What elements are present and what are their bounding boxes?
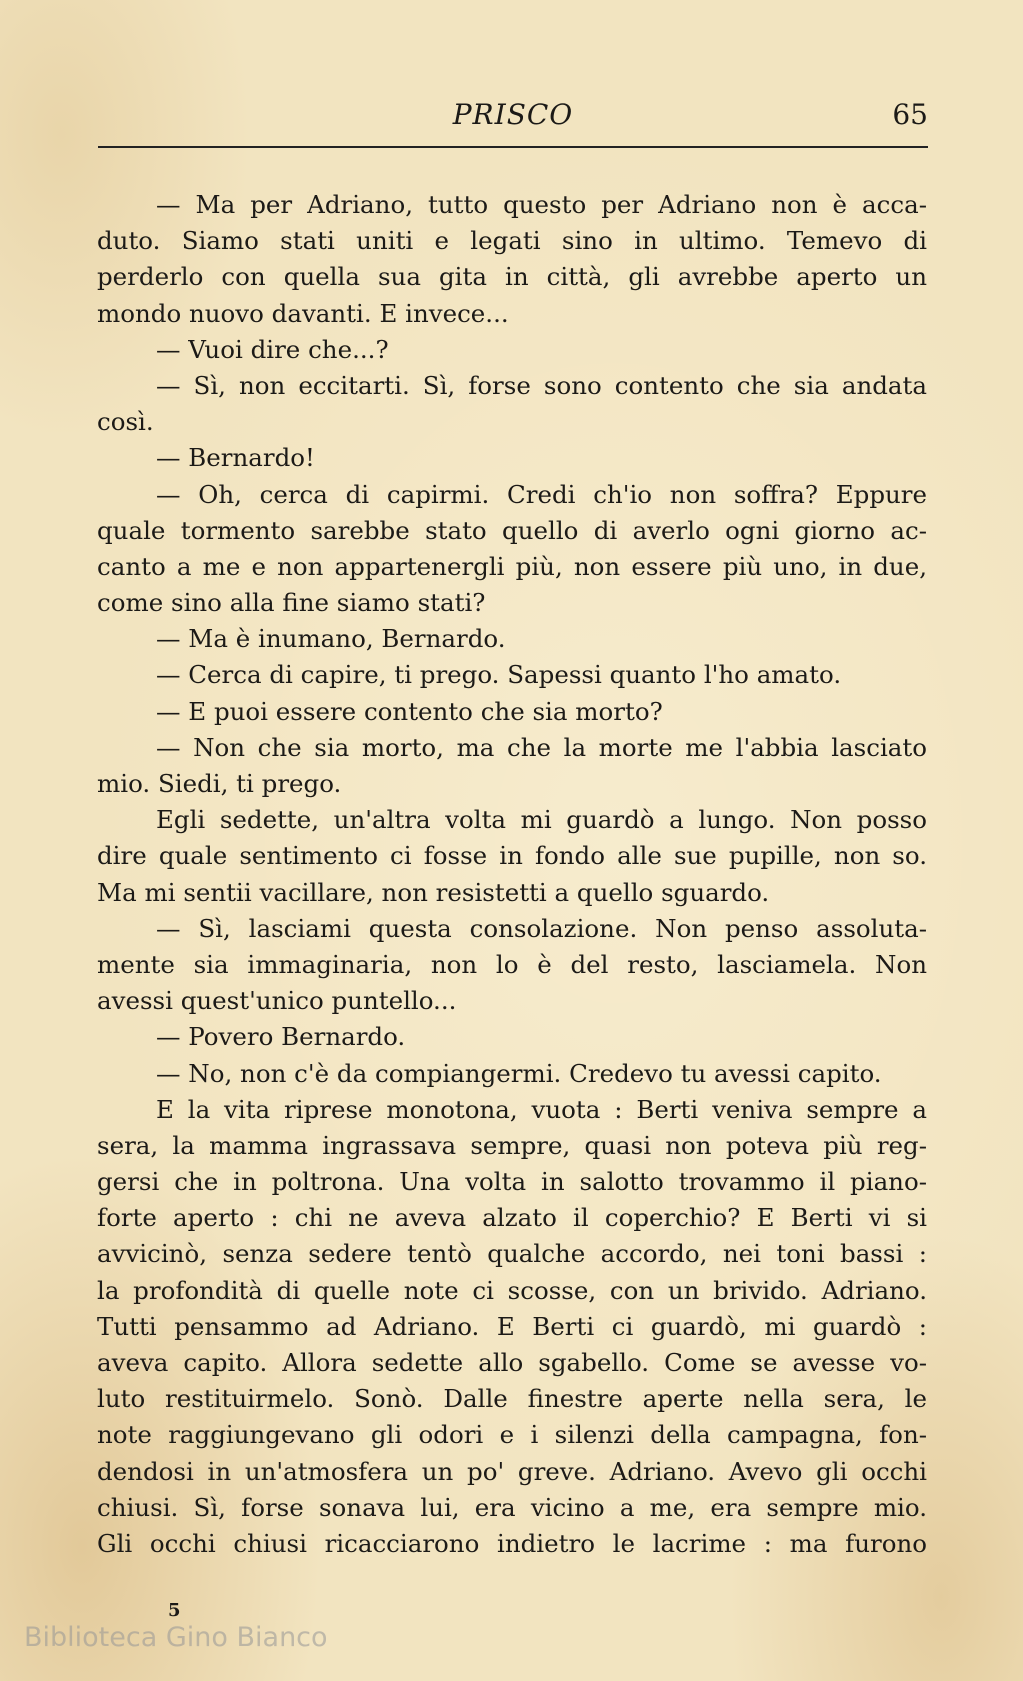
text-line: avvicinò, senza sedere tentò qualche accordo, nei toni bassi :	[97, 1239, 927, 1269]
text-line: duto. Siamo stati uniti e legati sino in ultimo. Temevo di	[97, 226, 927, 256]
text-line: — Cerca di capire, ti prego. Sapessi quanto l'ho amato.	[156, 660, 842, 690]
text-line: aveva capito. Allora sedette allo sgabello. Come se avesse vo-	[97, 1348, 927, 1377]
text-line: dendosi in un'atmosfera un po' greve. Adriano. Avevo gli occhi	[97, 1456, 927, 1486]
text-line: — Bernardo!	[156, 443, 315, 473]
text-line: — Non che sia morto, ma che la morte me l'abbia lasciato	[156, 732, 927, 762]
text-line: mio. Siedi, ti prego.	[97, 769, 342, 798]
text-line: Tutti pensammo ad Adriano. E Berti ci guardò, mi guardò :	[97, 1311, 927, 1341]
text-line: mondo nuovo davanti. E invece...	[97, 298, 509, 328]
text-line: la profondità di quelle note ci scosse, con un brivido. Adriano.	[97, 1275, 927, 1305]
text-line: Egli sedette, un'altra volta mi guardò a lungo. Non posso	[156, 805, 927, 835]
text-line: luto restituirmelo. Sonò. Dalle finestre aperte nella sera, le	[97, 1384, 927, 1414]
text-line: chiusi. Sì, forse sonava lui, era vicino a me, era sempre mio.	[97, 1492, 927, 1522]
text-line: perderlo con quella sua gita in città, gli avrebbe aperto un	[97, 262, 927, 292]
text-line: canto a me e non appartenergli più, non essere più uno, in due,	[97, 551, 927, 581]
text-line: quale tormento sarebbe stato quello di averlo ogni giorno ac-	[97, 515, 927, 545]
page-number: 65	[892, 98, 928, 131]
text-line: Gli occhi chiusi ricacciarono indietro le lacrime : ma furono	[97, 1528, 927, 1558]
text-line: dire quale sentimento ci fosse in fondo alle sue pupille, non so.	[97, 841, 927, 871]
text-line: forte aperto : chi ne aveva alzato il coperchio? E Berti vi si	[97, 1203, 927, 1233]
text-line: sera, la mamma ingrassava sempre, quasi non poteva più reg-	[97, 1130, 927, 1160]
library-watermark: Biblioteca Gino Bianco	[24, 1622, 328, 1653]
text-line: — Vuoi dire che...?	[156, 334, 389, 364]
text-line: — Povero Bernardo.	[156, 1022, 406, 1052]
text-line: — E puoi essere contento che sia morto?	[156, 696, 663, 726]
body-text	[97, 187, 927, 1562]
text-line: E la vita riprese monotona, vuota : Berti veniva sempre a	[156, 1094, 927, 1124]
page-header	[98, 96, 928, 140]
text-line: — Sì, non eccitarti. Sì, forse sono contento che sia andata	[156, 370, 927, 400]
header-rule	[98, 146, 928, 148]
running-title: PRISCO	[452, 98, 574, 131]
text-line: — Sì, lasciami questa consolazione. Non penso assoluta-	[156, 913, 927, 943]
signature-mark: 5	[168, 1600, 181, 1621]
text-line: — Ma è inumano, Bernardo.	[156, 624, 506, 654]
text-line: — Ma per Adriano, tutto questo per Adriano non è acca-	[156, 190, 927, 219]
text-line: Ma mi sentii vacillare, non resistetti a quello sguardo.	[97, 877, 770, 907]
text-line: così.	[97, 407, 154, 437]
text-line: — No, non c'è da compiangermi. Credevo tu avessi capito.	[156, 1058, 882, 1088]
text-line: avessi quest'unico puntello...	[97, 986, 457, 1016]
text-line: — Oh, cerca di capirmi. Credi ch'io non soffra? Eppure	[156, 479, 927, 509]
text-line: note raggiungevano gli odori e i silenzi della campagna, fon-	[97, 1420, 927, 1450]
text-line: mente sia immaginaria, non lo è del resto, lasciamela. Non	[97, 949, 927, 979]
text-line: gersi che in poltrona. Una volta in salotto trovammo il piano-	[97, 1167, 927, 1197]
text-line: come sino alla fine siamo stati?	[97, 588, 486, 618]
